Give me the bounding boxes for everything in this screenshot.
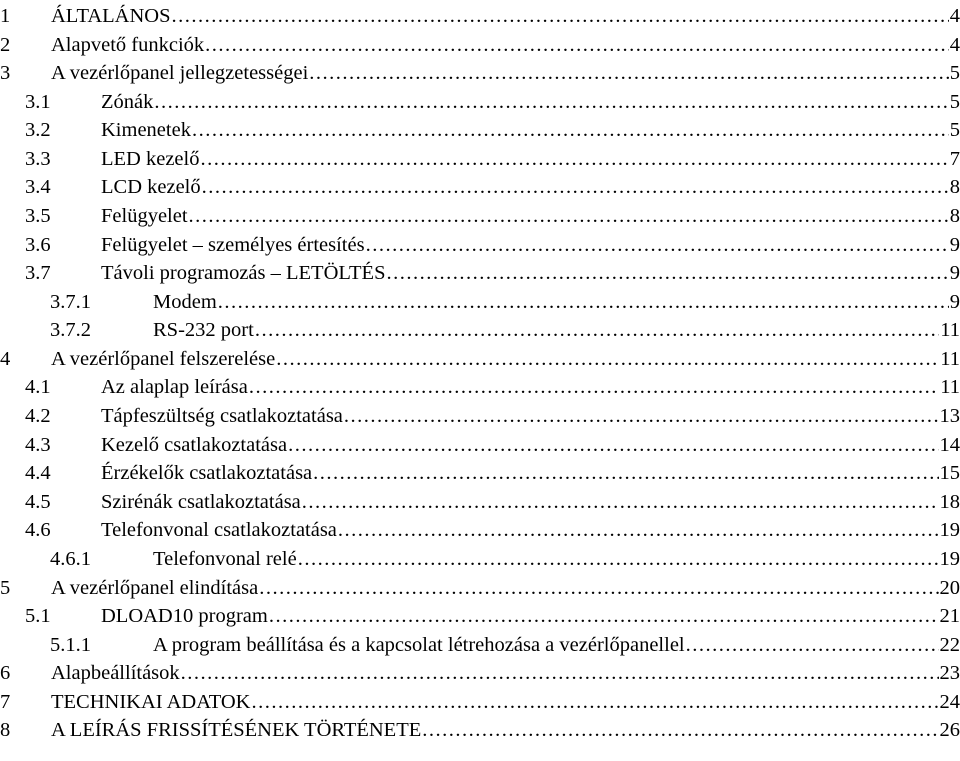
toc-entry-5[interactable] bbox=[0, 574, 960, 603]
toc-entry-title: Telefonvonal csatlakoztatása bbox=[101, 519, 337, 541]
toc-entry-title: Tápfeszültség csatlakoztatása bbox=[101, 405, 343, 427]
toc-entry-number: 3.5 bbox=[25, 205, 51, 227]
toc-entry-page: 4 bbox=[949, 34, 960, 56]
toc-entry-title: Az alaplap leírása bbox=[101, 376, 248, 398]
dot-leader bbox=[686, 631, 939, 660]
dot-leader bbox=[338, 516, 939, 545]
toc-entry-page: 14 bbox=[939, 434, 960, 456]
toc-entry-title: Érzékelők csatlakoztatása bbox=[101, 462, 313, 484]
dot-leader bbox=[344, 402, 939, 431]
toc-entry-number: 4.6 bbox=[25, 519, 51, 541]
toc-entry-page: 8 bbox=[949, 205, 960, 227]
toc-entry-number: 5.1.1 bbox=[50, 634, 91, 656]
toc-entry-page: 11 bbox=[940, 348, 960, 370]
toc-entry-3-2[interactable] bbox=[0, 116, 960, 145]
toc-entry-number: 4 bbox=[0, 348, 11, 370]
toc-entry-number: 8 bbox=[0, 719, 11, 741]
toc-entry-title: DLOAD10 program bbox=[101, 605, 268, 627]
toc-entry-3-1[interactable] bbox=[0, 88, 960, 117]
toc-entry-title: A vezérlőpanel felszerelése bbox=[51, 348, 276, 370]
toc-entry-page: 19 bbox=[939, 519, 960, 541]
toc-entry-4-3[interactable] bbox=[0, 431, 960, 460]
dot-leader bbox=[313, 459, 938, 488]
toc-entry-page: 15 bbox=[939, 462, 960, 484]
toc-entry-page: 23 bbox=[939, 662, 960, 684]
toc-entry-title: A program beállítása és a kapcsolat létrehozása a vezérlőpanellel bbox=[153, 634, 685, 656]
toc-entry-number: 4.4 bbox=[25, 462, 51, 484]
toc-entry-title: A vezérlőpanel elindítása bbox=[51, 577, 259, 599]
toc-entry-title: RS-232 port bbox=[153, 319, 254, 341]
toc-entry-number: 3.4 bbox=[25, 176, 51, 198]
toc-entry-number: 3.7.1 bbox=[50, 291, 91, 313]
toc-entry-3-7[interactable] bbox=[0, 259, 960, 288]
toc-entry-3-4[interactable] bbox=[0, 173, 960, 202]
toc-entry-4[interactable] bbox=[0, 345, 960, 374]
toc-entry-page: 5 bbox=[949, 119, 960, 141]
toc-entry-4-5[interactable] bbox=[0, 488, 960, 517]
toc-entry-number: 3 bbox=[0, 62, 11, 84]
toc-entry-page: 5 bbox=[949, 91, 960, 113]
toc-entry-title: Modem bbox=[153, 291, 217, 313]
toc-entry-title: Szirénák csatlakoztatása bbox=[101, 491, 301, 513]
toc-entry-page: 5 bbox=[949, 62, 960, 84]
toc-entry-number: 6 bbox=[0, 662, 11, 684]
toc-entry-3-7-2[interactable] bbox=[0, 316, 960, 345]
toc-entry-number: 3.6 bbox=[25, 234, 51, 256]
toc-entry-title: LCD kezelő bbox=[101, 176, 201, 198]
toc-entry-page: 4 bbox=[949, 5, 960, 27]
toc-entry-title: Alapvető funkciók bbox=[51, 34, 205, 56]
toc-entry-title: Zónák bbox=[101, 91, 154, 113]
toc-entry-page: 22 bbox=[939, 634, 960, 656]
toc-entry-8[interactable] bbox=[0, 716, 960, 745]
dot-leader bbox=[386, 259, 948, 288]
toc-entry-3[interactable] bbox=[0, 59, 960, 88]
dot-leader bbox=[205, 31, 949, 60]
toc-entry-page: 13 bbox=[939, 405, 960, 427]
dot-leader bbox=[252, 688, 939, 717]
toc-entry-page: 18 bbox=[939, 491, 960, 513]
toc-entry-page: 24 bbox=[939, 691, 960, 713]
dot-leader bbox=[422, 716, 938, 745]
dot-leader bbox=[189, 202, 949, 231]
dot-leader bbox=[255, 316, 939, 345]
toc-entry-7[interactable] bbox=[0, 688, 960, 717]
dot-leader bbox=[202, 173, 949, 202]
toc-entry-6[interactable] bbox=[0, 659, 960, 688]
toc-entry-number: 7 bbox=[0, 691, 11, 713]
toc-entry-title: LED kezelő bbox=[101, 148, 200, 170]
toc-entry-3-7-1[interactable] bbox=[0, 288, 960, 317]
toc-entry-title: Kezelő csatlakoztatása bbox=[101, 434, 288, 456]
toc-entry-number: 3.3 bbox=[25, 148, 51, 170]
toc-entry-4-1[interactable] bbox=[0, 373, 960, 402]
toc-entry-number: 3.7 bbox=[25, 262, 51, 284]
toc-entry-page: 9 bbox=[949, 234, 960, 256]
dot-leader bbox=[366, 231, 949, 260]
dot-leader bbox=[181, 659, 939, 688]
toc-entry-number: 1 bbox=[0, 5, 11, 27]
toc-entry-5-1-1[interactable] bbox=[0, 631, 960, 660]
toc-entry-number: 4.1 bbox=[25, 376, 51, 398]
toc-entry-page: 9 bbox=[949, 291, 960, 313]
dot-leader bbox=[200, 145, 948, 174]
toc-entry-number: 4.3 bbox=[25, 434, 51, 456]
toc-entry-title: A vezérlőpanel jellegzetességei bbox=[51, 62, 309, 84]
toc-entry-4-6[interactable] bbox=[0, 516, 960, 545]
toc-entry-title: Telefonvonal relé bbox=[153, 548, 297, 570]
toc-entry-number: 4.6.1 bbox=[50, 548, 91, 570]
toc-entry-number: 5.1 bbox=[25, 605, 51, 627]
toc-entry-number: 3.7.2 bbox=[50, 319, 91, 341]
toc-entry-number: 4.5 bbox=[25, 491, 51, 513]
toc-entry-title: Kimenetek bbox=[101, 119, 191, 141]
dot-leader bbox=[302, 488, 939, 517]
toc-entry-page: 8 bbox=[949, 176, 960, 198]
toc-entry-title: ÁLTALÁNOS bbox=[51, 5, 171, 27]
dot-leader bbox=[154, 88, 948, 117]
toc-entry-number: 2 bbox=[0, 34, 11, 56]
toc-entry-number: 3.2 bbox=[25, 119, 51, 141]
toc-entry-page: 26 bbox=[939, 719, 960, 741]
dot-leader bbox=[288, 431, 938, 460]
dot-leader bbox=[259, 574, 938, 603]
dot-leader bbox=[171, 2, 948, 31]
toc-entry-4-6-1[interactable] bbox=[0, 545, 960, 574]
toc-entry-page: 21 bbox=[939, 605, 960, 627]
toc-entry-page: 11 bbox=[940, 376, 960, 398]
toc-entry-2[interactable] bbox=[0, 31, 960, 60]
toc-entry-page: 19 bbox=[939, 548, 960, 570]
toc-entry-number: 3.1 bbox=[25, 91, 51, 113]
toc-entry-title: A LEÍRÁS FRISSÍTÉSÉNEK TÖRTÉNETE bbox=[51, 719, 422, 741]
toc-entry-title: Alapbeállítások bbox=[51, 662, 180, 684]
toc-entry-page: 11 bbox=[940, 319, 960, 341]
toc-entry-4-2[interactable] bbox=[0, 402, 960, 431]
toc-entry-1[interactable] bbox=[0, 2, 960, 31]
toc-entry-title: Távoli programozás – LETÖLTÉS bbox=[101, 262, 386, 284]
dot-leader bbox=[269, 602, 939, 631]
toc-entry-page: 9 bbox=[949, 262, 960, 284]
toc-entry-number: 4.2 bbox=[25, 405, 51, 427]
toc-entry-number: 5 bbox=[0, 577, 11, 599]
dot-leader bbox=[218, 288, 949, 317]
dot-leader bbox=[298, 545, 939, 574]
dot-leader bbox=[276, 345, 939, 374]
toc-entry-3-5[interactable] bbox=[0, 202, 960, 231]
dot-leader bbox=[249, 373, 939, 402]
toc-entry-page: 7 bbox=[949, 148, 960, 170]
toc-entry-3-3[interactable] bbox=[0, 145, 960, 174]
toc-entry-title: Felügyelet bbox=[101, 205, 188, 227]
dot-leader bbox=[309, 59, 948, 88]
toc-entry-title: Felügyelet – személyes értesítés bbox=[101, 234, 365, 256]
toc-entry-3-6[interactable] bbox=[0, 231, 960, 260]
toc-entry-5-1[interactable] bbox=[0, 602, 960, 631]
dot-leader bbox=[192, 116, 949, 145]
toc-entry-page: 20 bbox=[939, 577, 960, 599]
toc-entry-title: TECHNIKAI ADATOK bbox=[51, 691, 251, 713]
toc-entry-4-4[interactable] bbox=[0, 459, 960, 488]
